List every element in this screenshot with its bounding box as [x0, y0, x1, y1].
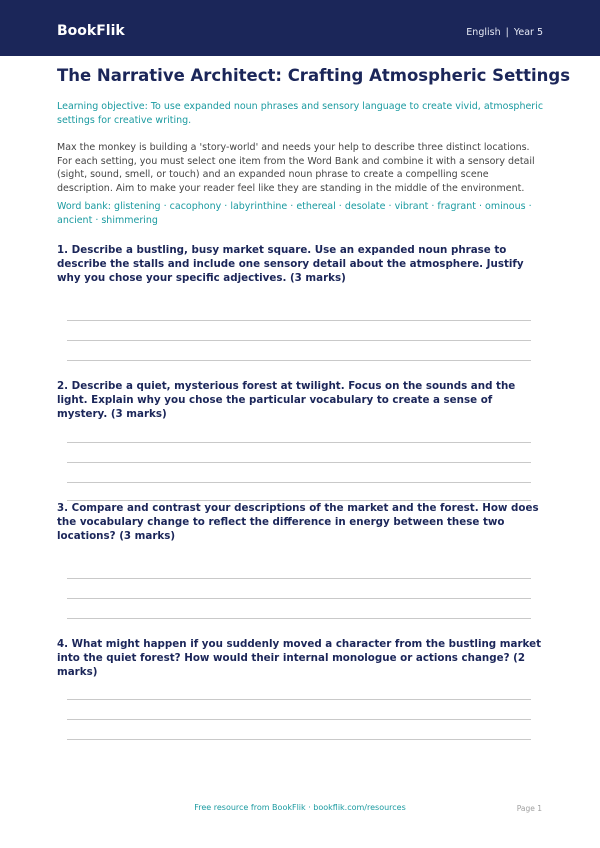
page-title: The Narrative Architect: Crafting Atmospheric Settings [57, 66, 571, 85]
word-bank-separator: · [385, 201, 395, 212]
word-bank-item: glistening [114, 201, 161, 212]
brand-logo[interactable]: BookFlik [57, 23, 125, 39]
answer-line[interactable] [67, 462, 531, 463]
word-bank-separator: · [335, 201, 345, 212]
word-bank-separator: · [221, 201, 231, 212]
subject-year-label [466, 27, 543, 38]
answer-line[interactable] [67, 442, 531, 443]
word-bank-separator: · [160, 201, 170, 212]
question-3: 3. Compare and contrast your descriptions of the market and the forest. How does the vocabulary change to reflect the difference in energy between these two locations? (3 marks) [57, 502, 539, 542]
answer-line[interactable] [67, 598, 531, 599]
word-bank-item: fragrant [437, 201, 476, 212]
word-bank-separator: · [428, 201, 438, 212]
year-label: Year 5 [513, 27, 543, 38]
learning-objective: Learning objective: To use expanded noun phrases and sensory language to create vivid, atmospheric settings for creative writing. [57, 101, 544, 126]
answer-line[interactable] [67, 699, 531, 700]
word-bank-words [57, 201, 532, 226]
word-bank-item: vibrant [394, 201, 429, 212]
word-bank-label: Word bank: [57, 201, 112, 212]
answer-line[interactable] [67, 739, 531, 740]
question-2: 2. Describe a quiet, mysterious forest at twilight. Focus on the sounds and the light. Explain why you chose the particular vocabulary to create a sense of mystery. (3 marks) [57, 380, 516, 420]
word-bank-separator: · [475, 201, 486, 212]
word-bank-item: cacophony [169, 201, 222, 212]
separator: | [505, 27, 509, 38]
word-bank-item: ominous [485, 201, 526, 212]
question-4: 4. What might happen if you suddenly moved a character from the bustling market into the quiet forest? How would their internal monologue or actions change? (2 marks) [57, 638, 541, 678]
answer-line[interactable] [67, 482, 531, 483]
answer-line[interactable] [67, 360, 531, 361]
word-bank-item: ethereal [296, 201, 336, 212]
word-bank-item: desolate [344, 201, 386, 212]
subject-label: English [466, 27, 501, 38]
footer-credit[interactable]: Free resource from BookFlik · bookflik.com/resources [194, 803, 406, 812]
word-bank-item: labyrinthine [230, 201, 288, 212]
word-bank-item: shimmering [101, 214, 158, 226]
page-number: Page 1 [516, 804, 542, 813]
word-bank-separator: · [92, 214, 102, 226]
word-bank-separator: · [287, 201, 297, 212]
word-bank [57, 200, 544, 227]
intro-paragraph: Max the monkey is building a 'story-world' and needs your help to describe three distinct locations. For each setting, you must select one item from the Word Bank and combine it with a sensory detail (sight, sound, smell, or touch) and an expanded noun phrase to create a compelling scene description. Aim to make your reader feel like they are standing in the middle of the environment. [57, 142, 535, 194]
answer-line[interactable] [67, 578, 531, 579]
answer-line[interactable] [67, 618, 531, 619]
question-1: 1. Describe a bustling, busy market square. Use an expanded noun phrase to describe the stalls and include one sensory detail about the atmosphere. Justify why you chose your specific adjectives. (3 marks) [57, 244, 524, 284]
answer-line[interactable] [67, 719, 531, 720]
answer-line[interactable] [67, 340, 531, 341]
answer-line[interactable] [67, 320, 531, 321]
word-bank-separator: · [525, 201, 532, 212]
header-bar [0, 0, 600, 56]
word-bank-item: ancient [57, 214, 93, 226]
